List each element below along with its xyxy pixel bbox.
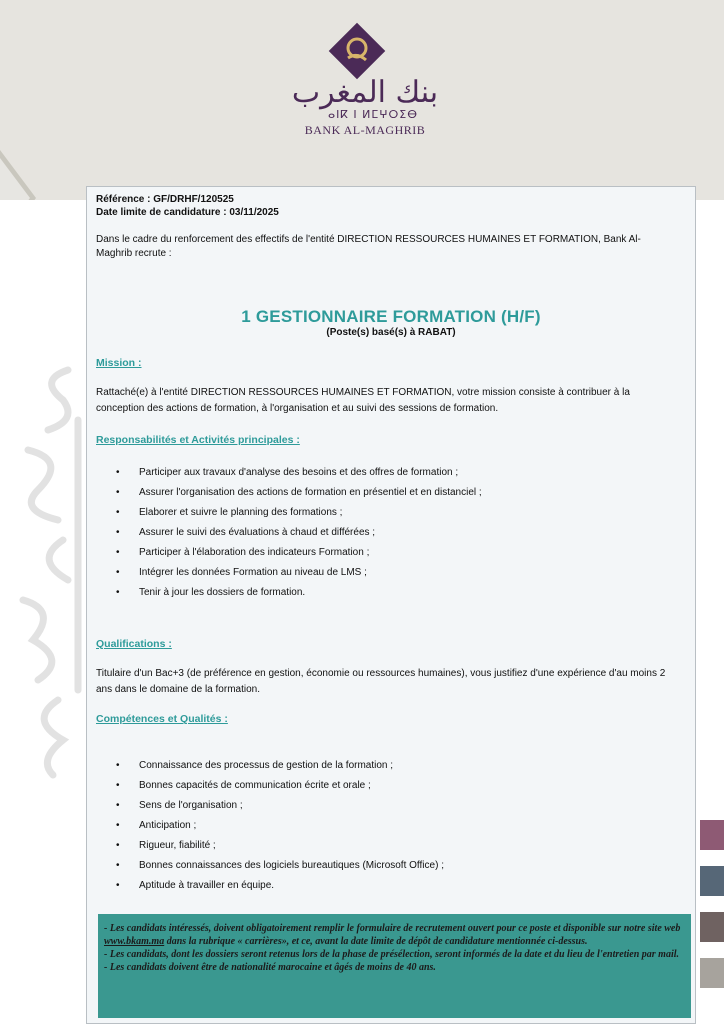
color-swatches [700,820,724,1004]
list-item: • Elaborer et suivre le planning des formations ; [96,506,482,526]
mission-heading: Mission : [96,357,142,369]
intro-text: Dans le cadre du renforcement des effectifs de l'entité DIRECTION RESSOURCES HUMAINES ET FORMATION, Bank Al-Maghrib recrute : [96,234,641,259]
job-title: 1 GESTIONNAIRE FORMATION (H/F) [241,307,541,326]
list-item: • Aptitude à travailler en équipe. [96,879,444,899]
bank-logo [270,20,460,140]
list-item: • Connaissance des processus de gestion de la formation ; [96,759,444,779]
logo-latin-text: BANK AL-MAGHRIB [304,123,426,137]
qualifications-heading: Qualifications : [96,638,172,650]
list-item: • Bonnes capacités de communication écrite et orale ; [96,779,444,799]
notice-line-2: - Les candidats, dont les dossiers seront retenus lors de la phase de présélection, seront informés de la date et du lieu de l'entretien par mail. [104,949,679,960]
list-item: • Sens de l'organisation ; [96,799,444,819]
deadline: Date limite de candidature : 03/11/2025 [96,207,279,218]
skills-list [96,759,444,899]
responsibilities-heading: Responsabilités et Activités principales : [96,434,300,446]
application-notice [98,914,691,1018]
logo-tifinagh-text: ⴰⵏⴽ ⵏ ⵍⵎⵖⵔⵉⴱ [328,108,418,121]
logo-emblem-icon [328,22,386,80]
job-location: (Poste(s) basé(s) à RABAT) [326,327,456,338]
list-item: • Intégrer les données Formation au niveau de LMS ; [96,566,482,586]
swatch-brown [700,912,724,942]
list-item: • Participer aux travaux d'analyse des besoins et des offres de formation ; [96,466,482,486]
website-link[interactable]: www.bkam.ma [104,936,165,947]
swatch-slate [700,866,724,896]
calligraphy-watermark [8,360,88,780]
notice-text: - Les candidats intéressés, doivent obligatoirement remplir le formulaire de recrutement ouvert pour ce poste et disponible sur notre site web [104,923,681,934]
list-item: • Participer à l'élaboration des indicateurs Formation ; [96,546,482,566]
logo-arabic-text: بنك المغرب [291,75,439,110]
list-item: • Bonnes connaissances des logiciels bureautiques (Microsoft Office) ; [96,859,444,879]
list-item: • Assurer le suivi des évaluations à chaud et différées ; [96,526,482,546]
job-posting [86,186,696,1024]
list-item: • Rigueur, fiabilité ; [96,839,444,859]
mission-text: Rattaché(e) à l'entité DIRECTION RESSOURCES HUMAINES ET FORMATION, votre mission consiste à contribuer à la conception des actions de formation, à l'organisation et au suivi des sessions de formation. [96,387,630,414]
skills-heading: Compétences et Qualités : [96,713,228,725]
notice-text: dans la rubrique « carrières», et ce, avant la date limite de dépôt de candidature mentionnée ci-dessus. [164,936,588,947]
qualifications-text: Titulaire d'un Bac+3 (de préférence en gestion, économie ou ressources humaines), vous justifiez d'une expérience d'au moins 2 ans dans le domaine de la formation. [96,668,666,695]
reference-block [96,193,279,219]
notice-line-3: - Les candidats doivent être de nationalité marocaine et âgés de moins de 40 ans. [104,962,436,973]
swatch-mauve [700,820,724,850]
responsibilities-list [96,466,482,606]
list-item: • Tenir à jour les dossiers de formation. [96,586,482,606]
swatch-grey [700,958,724,988]
notice-line-1 [104,922,685,948]
list-item: • Assurer l'organisation des actions de formation en présentiel et en distanciel ; [96,486,482,506]
list-item: • Anticipation ; [96,819,444,839]
reference: Référence : GF/DRHF/120525 [96,194,234,205]
